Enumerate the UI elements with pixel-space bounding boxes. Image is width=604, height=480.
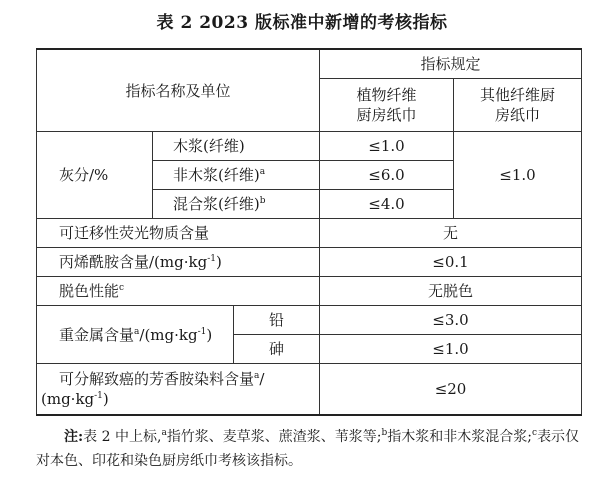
acryl-label — [37, 248, 320, 277]
ash-mixed-sup: b — [259, 196, 266, 206]
acryl-label-pre: 丙烯酰胺含量/(mg·kg — [59, 253, 208, 271]
ash-nonwood-text: 非木浆(纤维) — [173, 166, 260, 184]
footnote-sup-a: a — [161, 428, 167, 438]
fluor-row — [37, 219, 582, 248]
decolor-row — [37, 277, 582, 306]
footnote-text1: 表 2 中上标, — [83, 429, 162, 445]
footnote-sup-b: b — [381, 428, 388, 438]
metal-lead-value: ≤3.0 — [320, 306, 582, 335]
ash-label: 灰分/% — [37, 132, 153, 219]
fluor-value: 无 — [320, 219, 582, 248]
acryl-value: ≤0.1 — [320, 248, 582, 277]
metal-label-post: ) — [206, 325, 213, 344]
amine-label-post: ) — [102, 390, 109, 408]
ash-wood-name — [153, 132, 320, 161]
footnote-text2: 指竹浆、麦草浆、蔗渣浆、苇浆等; — [166, 429, 382, 445]
amine-label-text1: 可分解致癌的芳香胺染料含量 — [59, 370, 255, 388]
ash-wood-text: 木浆(纤维) — [173, 137, 245, 155]
header-plant-line1: 植物纤维 — [356, 86, 417, 104]
acryl-row — [37, 248, 582, 277]
ash-row-1 — [37, 132, 582, 161]
amine-label — [37, 364, 320, 416]
footnote — [36, 425, 581, 473]
header-other-fiber — [454, 79, 582, 132]
header-spec: 指标规定 — [320, 49, 582, 79]
decolor-label — [37, 277, 320, 306]
table-title: 表 2 2023 版标准中新增的考核指标 — [156, 13, 448, 33]
header-plant-line2: 厨房纸巾 — [356, 106, 417, 124]
fluor-label: 可迁移性荧光物质含量 — [37, 219, 320, 248]
ash-other-value: ≤1.0 — [454, 132, 582, 219]
ash-nonwood-sup: a — [259, 167, 266, 177]
header-row-1 — [37, 49, 582, 79]
acryl-label-post: ) — [215, 253, 222, 271]
ash-mixed-name — [153, 190, 320, 219]
ash-nonwood-value: ≤6.0 — [320, 161, 454, 190]
header-other-line1: 其他纤维厨 — [480, 86, 556, 104]
amine-label-line1 — [59, 369, 315, 389]
amine-label-exp: -1 — [94, 391, 103, 401]
spec-table — [36, 48, 582, 416]
decolor-value: 无脱色 — [320, 277, 582, 306]
header-name-unit: 指标名称及单位 — [37, 49, 320, 132]
metal-label-pre: 重金属含量 — [59, 325, 135, 344]
amine-slash: / — [259, 370, 265, 388]
amine-label-line2 — [41, 389, 315, 409]
metal-row-1 — [37, 306, 582, 335]
ash-wood-value: ≤1.0 — [320, 132, 454, 161]
metal-sup: a — [134, 326, 140, 337]
ash-mixed-text: 混合浆(纤维) — [173, 195, 260, 213]
decolor-sup: c — [119, 283, 125, 293]
footnote-text4: 表示仅对本色、印花和染色厨房纸巾考核该指标。 — [36, 429, 580, 469]
header-other-line2: 房纸巾 — [495, 106, 541, 124]
metal-lead-name: 铅 — [234, 306, 320, 335]
footnote-sup-c: c — [532, 428, 538, 438]
metal-label-mid: /(mg·kg — [139, 325, 198, 344]
metal-arsenic-value: ≤1.0 — [320, 335, 582, 364]
metal-label-exp: -1 — [197, 326, 207, 337]
header-plant-fiber — [320, 79, 454, 132]
footnote-text3: 指木浆和非木浆混合浆; — [387, 429, 533, 445]
metal-arsenic-name: 砷 — [234, 335, 320, 364]
amine-label-text2: (mg·kg — [41, 390, 95, 408]
amine-row — [37, 364, 582, 416]
footnote-head: 注: — [64, 429, 84, 445]
ash-nonwood-name — [153, 161, 320, 190]
amine-value: ≤20 — [320, 364, 582, 416]
metal-label — [37, 306, 234, 364]
decolor-label-text: 脱色性能 — [59, 282, 120, 300]
acryl-label-exp: -1 — [207, 254, 216, 264]
amine-sup: a — [254, 371, 260, 381]
ash-mixed-value: ≤4.0 — [320, 190, 454, 219]
